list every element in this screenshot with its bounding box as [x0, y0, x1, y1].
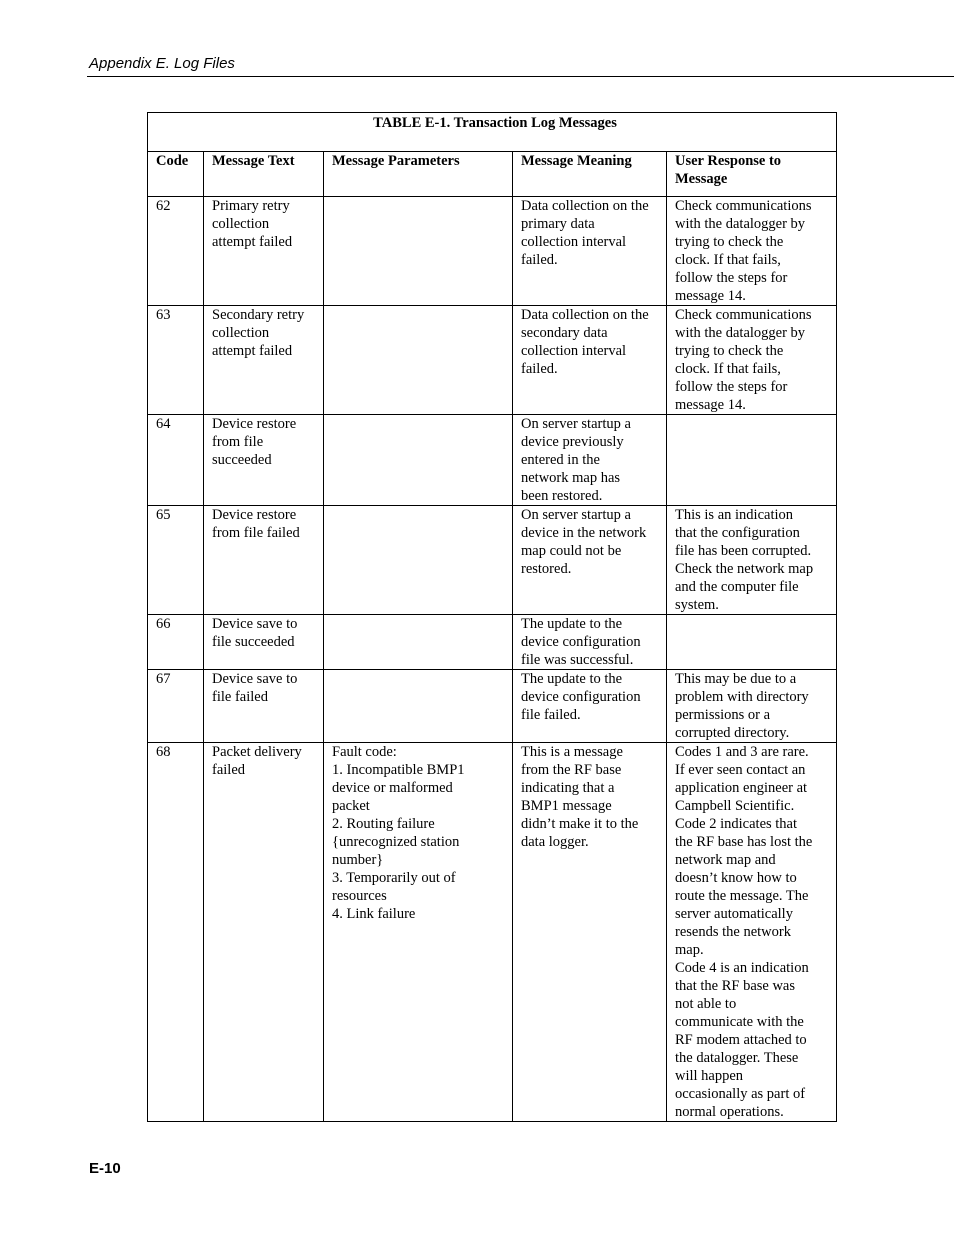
cell-text-line: Check the network map	[675, 561, 814, 577]
cell-text-line: failed	[212, 762, 246, 778]
cell-text-line: collection	[212, 216, 270, 232]
cell-message-meaning	[513, 197, 667, 306]
page-header-title: Appendix E. Log Files	[89, 55, 235, 72]
cell-text-line: failed.	[521, 361, 558, 377]
transaction-log-table	[147, 112, 837, 1122]
cell-text-line: collection interval	[521, 343, 627, 359]
column-header-user-response: User Response to Message	[667, 152, 837, 197]
cell-text-line: attempt failed	[212, 343, 293, 359]
cell-text-line: BMP1 message	[521, 798, 612, 814]
cell-text-line: Check communications	[675, 198, 812, 214]
cell-text-line: occasionally as part of	[675, 1086, 806, 1102]
cell-text-line: file failed.	[521, 707, 581, 723]
table-title: TABLE E-1. Transaction Log Messages	[148, 113, 837, 152]
cell-text-line: number}	[332, 852, 384, 868]
cell-text-line: message 14.	[675, 397, 746, 413]
cell-text-line: trying to check the	[675, 343, 784, 359]
cell-text-line: the datalogger. These	[675, 1050, 799, 1066]
cell-code: 62	[148, 197, 204, 306]
cell-text-line: Data collection on the	[521, 198, 649, 214]
cell-text-line: map could not be	[521, 543, 622, 559]
cell-text-line: permissions or a	[675, 707, 771, 723]
cell-message-meaning	[513, 506, 667, 615]
cell-text-line: Secondary retry	[212, 307, 305, 323]
cell-text-line: file succeeded	[212, 634, 295, 650]
cell-text-line: 2. Routing failure	[332, 816, 435, 832]
cell-text-line: Data collection on the	[521, 307, 649, 323]
cell-text-line: entered in the	[521, 452, 600, 468]
cell-user-response	[667, 415, 837, 506]
cell-message-parameters	[324, 306, 513, 415]
table-row	[148, 615, 837, 670]
cell-text-line: didn’t make it to the	[521, 816, 639, 832]
cell-text-line: Device restore	[212, 416, 297, 432]
cell-text-line: application engineer at	[675, 780, 808, 796]
cell-text-line: network map has	[521, 470, 621, 486]
cell-text-line: device configuration	[521, 634, 641, 650]
cell-text-line: Device save to	[212, 671, 298, 687]
cell-text-line: doesn’t know how to	[675, 870, 797, 886]
cell-text-line: Check communications	[675, 307, 812, 323]
cell-message-text	[204, 506, 324, 615]
cell-text-line: Campbell Scientific.	[675, 798, 795, 814]
cell-text-line: On server startup a	[521, 416, 631, 432]
cell-message-text	[204, 670, 324, 743]
cell-text-line: map.	[675, 942, 704, 958]
cell-text-line: clock. If that fails,	[675, 361, 781, 377]
cell-code: 64	[148, 415, 204, 506]
cell-text-line: failed.	[521, 252, 558, 268]
cell-user-response	[667, 306, 837, 415]
cell-text-line: Packet delivery	[212, 744, 302, 760]
cell-text-line: with the datalogger by	[675, 325, 806, 341]
header-rule	[87, 76, 954, 77]
cell-text-line: that the RF base was	[675, 978, 796, 994]
cell-message-meaning	[513, 306, 667, 415]
cell-text-line: file failed	[212, 689, 268, 705]
cell-text-line: the RF base has lost the	[675, 834, 813, 850]
cell-text-line: message 14.	[675, 288, 746, 304]
cell-user-response	[667, 615, 837, 670]
table-row	[148, 743, 837, 1122]
cell-text-line: collection	[212, 325, 270, 341]
cell-text-line: Device save to	[212, 616, 298, 632]
cell-user-response	[667, 670, 837, 743]
cell-text-line: network map and	[675, 852, 776, 868]
cell-user-response	[667, 506, 837, 615]
cell-text-line: The update to the	[521, 671, 623, 687]
cell-text-line: normal operations.	[675, 1104, 784, 1120]
cell-message-meaning	[513, 743, 667, 1122]
cell-message-parameters	[324, 506, 513, 615]
table-row	[148, 506, 837, 615]
table-row	[148, 670, 837, 743]
table-row	[148, 306, 837, 415]
cell-text-line: system.	[675, 597, 719, 613]
cell-text-line: clock. If that fails,	[675, 252, 781, 268]
cell-text-line: Fault code:	[332, 744, 397, 760]
cell-text-line: follow the steps for	[675, 379, 788, 395]
cell-code: 66	[148, 615, 204, 670]
cell-text-line: follow the steps for	[675, 270, 788, 286]
cell-text-line: This is a message	[521, 744, 623, 760]
column-header-message-meaning: Message Meaning	[513, 152, 667, 197]
cell-text-line: from file failed	[212, 525, 300, 541]
cell-text-line: device or malformed	[332, 780, 453, 796]
cell-message-parameters	[324, 743, 513, 1122]
cell-code: 65	[148, 506, 204, 615]
cell-text-line: data logger.	[521, 834, 589, 850]
cell-text-line: that the configuration	[675, 525, 800, 541]
cell-text-line: not able to	[675, 996, 737, 1012]
cell-text-line: succeeded	[212, 452, 272, 468]
cell-text-line: file was successful.	[521, 652, 634, 668]
cell-message-meaning	[513, 670, 667, 743]
cell-text-line: trying to check the	[675, 234, 784, 250]
cell-message-meaning	[513, 615, 667, 670]
cell-text-line: device configuration	[521, 689, 641, 705]
column-header-code: Code	[148, 152, 204, 197]
table-row	[148, 197, 837, 306]
cell-text-line: device in the network	[521, 525, 647, 541]
cell-text-line: This is an indication	[675, 507, 793, 523]
cell-text-line: packet	[332, 798, 370, 814]
cell-text-line: route the message. The	[675, 888, 809, 904]
cell-text-line: attempt failed	[212, 234, 293, 250]
cell-message-text	[204, 743, 324, 1122]
cell-text-line: Code 2 indicates that	[675, 816, 798, 832]
cell-text-line: resources	[332, 888, 387, 904]
cell-text-line: 3. Temporarily out of	[332, 870, 456, 886]
table-row	[148, 415, 837, 506]
cell-text-line: Code 4 is an indication	[675, 960, 809, 976]
cell-text-line: been restored.	[521, 488, 603, 504]
cell-user-response	[667, 743, 837, 1122]
cell-text-line: resends the network	[675, 924, 791, 940]
cell-text-line: restored.	[521, 561, 572, 577]
page-number: E-10	[89, 1160, 121, 1177]
cell-text-line: Device restore	[212, 507, 297, 523]
cell-message-parameters	[324, 615, 513, 670]
cell-text-line: On server startup a	[521, 507, 631, 523]
cell-text-line: with the datalogger by	[675, 216, 806, 232]
cell-message-text	[204, 415, 324, 506]
column-header-message-parameters: Message Parameters	[324, 152, 513, 197]
cell-message-parameters	[324, 415, 513, 506]
cell-text-line: The update to the	[521, 616, 623, 632]
cell-code: 63	[148, 306, 204, 415]
cell-message-text	[204, 306, 324, 415]
cell-text-line: from file	[212, 434, 264, 450]
cell-code: 67	[148, 670, 204, 743]
cell-text-line: corrupted directory.	[675, 725, 790, 741]
cell-text-line: problem with directory	[675, 689, 809, 705]
column-header-message-text: Message Text	[204, 152, 324, 197]
cell-text-line: Codes 1 and 3 are rare.	[675, 744, 809, 760]
cell-text-line: from the RF base	[521, 762, 622, 778]
cell-text-line: Primary retry	[212, 198, 290, 214]
cell-text-line: This may be due to a	[675, 671, 797, 687]
cell-text-line: 1. Incompatible BMP1	[332, 762, 465, 778]
cell-text-line: {unrecognized station	[332, 834, 460, 850]
cell-text-line: primary data	[521, 216, 595, 232]
cell-text-line: If ever seen contact an	[675, 762, 806, 778]
cell-text-line: file has been corrupted.	[675, 543, 812, 559]
cell-text-line: will happen	[675, 1068, 744, 1084]
cell-text-line: and the computer file	[675, 579, 799, 595]
cell-text-line: indicating that a	[521, 780, 615, 796]
cell-text-line: collection interval	[521, 234, 627, 250]
cell-message-parameters	[324, 670, 513, 743]
cell-user-response	[667, 197, 837, 306]
cell-text-line: RF modem attached to	[675, 1032, 807, 1048]
cell-message-meaning	[513, 415, 667, 506]
cell-code: 68	[148, 743, 204, 1122]
cell-message-text	[204, 615, 324, 670]
cell-text-line: communicate with the	[675, 1014, 804, 1030]
cell-message-parameters	[324, 197, 513, 306]
cell-text-line: device previously	[521, 434, 624, 450]
cell-message-text	[204, 197, 324, 306]
cell-text-line: 4. Link failure	[332, 906, 416, 922]
table-header-row	[148, 152, 837, 197]
cell-text-line: secondary data	[521, 325, 608, 341]
cell-text-line: server automatically	[675, 906, 793, 922]
